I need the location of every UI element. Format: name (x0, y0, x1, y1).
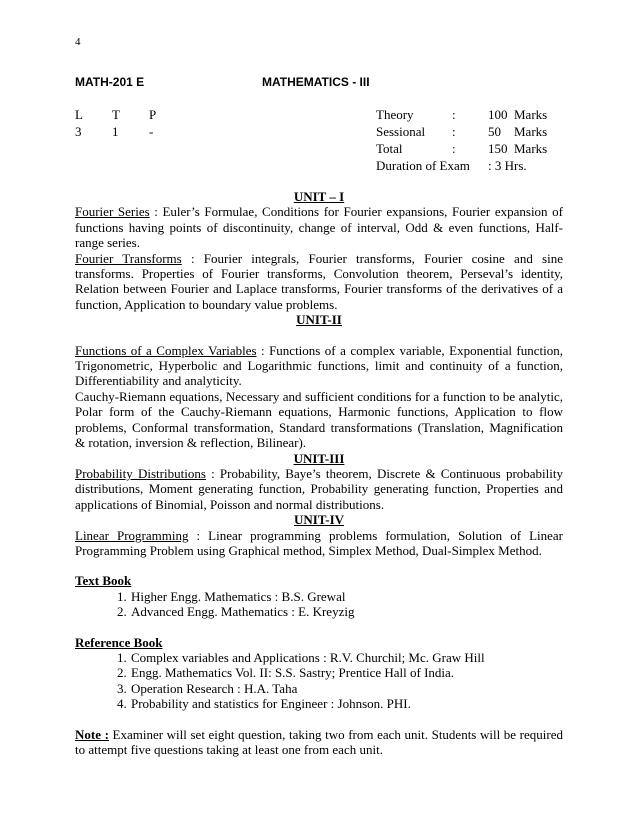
exam-duration-label: Duration of Exam (376, 158, 470, 173)
marks-label: Sessional (376, 124, 426, 139)
list-item (75, 589, 563, 604)
ltp-header-l: L (75, 107, 83, 122)
list-text: Operation Research : H.A. Taha (131, 680, 298, 696)
list-number: 2. (117, 665, 127, 681)
list-text: Probability and statistics for Engineer : Johnson. PHI. (131, 696, 411, 712)
list-number: 3. (117, 680, 127, 696)
marks-unit: Marks (514, 107, 548, 122)
topic-text: : Probability, Baye’s theorem, Discrete & Continuous probability distributions, Moment generating function, Probability generating function, Properties and applications of Binomial, Poisson and normal distributions. (75, 465, 563, 512)
topic-title: Functions of a Complex Variables (75, 342, 257, 358)
marks-row-theory (376, 106, 554, 123)
page-number: 4 (75, 36, 81, 48)
course-title: MATHEMATICS - III (262, 75, 370, 89)
marks-row-duration (376, 157, 554, 174)
topic-title: Linear Programming (75, 527, 189, 543)
marks-unit: Marks (514, 141, 548, 156)
list-number: 1. (117, 649, 127, 665)
unit-2-paragraph-complex-variables (75, 343, 563, 389)
topic-text: : Functions of a complex variable, Exponential function, Trigonometric, Hyperbolic and Logarithmic functions, limit and continuity of a function, Differentiability and analyticity. (75, 342, 563, 389)
list-text: Engg. Mathematics Vol. II: S.S. Sastry; Prentice Hall of India. (131, 665, 455, 681)
ltp-header-row (75, 106, 186, 123)
list-number: 1. (117, 588, 127, 604)
topic-title: Fourier Transforms (75, 250, 182, 266)
unit-4-heading: UNIT-IV (293, 512, 345, 528)
spacer (75, 712, 563, 727)
marks-colon: : (452, 107, 456, 122)
note-label: Note : (75, 726, 109, 742)
reference-book-list (75, 650, 563, 712)
text-book-list (75, 589, 563, 620)
marks-row-total (376, 140, 554, 157)
topic-text: : Fourier integrals, Fourier transforms, Fourier cosine and sine transforms. Properties of Fourier transforms, Convolution theorem, Perseval’s identity, Relation between Fourier and Laplace transforms, Fourier transforms of the derivatives of a function, Application to boundary value problems. (75, 250, 563, 312)
exam-duration-value: : 3 Hrs. (488, 158, 527, 173)
course-code: MATH-201 E (75, 75, 145, 89)
ltp-table (75, 106, 186, 140)
list-item (75, 665, 563, 680)
spacer (75, 558, 563, 573)
marks-label: Theory (376, 107, 414, 122)
note-text: Examiner will set eight question, taking two from each unit. Students will be required to attempt five questions taking at least one from each unit. (75, 726, 563, 757)
ltp-header-t: T (112, 107, 120, 122)
marks-colon: : (452, 124, 456, 139)
ltp-value-t: 1 (112, 124, 119, 139)
unit-2-paragraph-cauchy-riemann: Cauchy-Riemann equations, Necessary and sufficient conditions for a function to be analytic, Polar form of the Cauchy-Riemann equations, Harmonic functions, Application to flow problems, Conformal transformation, Standard transformations (Translation, Magnification & rotation, inversion & reflection, Bilinear). (75, 388, 563, 451)
unit-1-paragraph-fourier-transforms (75, 251, 563, 313)
list-number: 2. (117, 604, 127, 620)
unit-4-paragraph-linear-programming (75, 528, 563, 559)
unit-3-paragraph-probability (75, 466, 563, 512)
marks-value: 50 (488, 124, 501, 139)
ltp-value-row (75, 123, 186, 140)
marks-label: Total (376, 141, 403, 156)
marks-unit: Marks (514, 124, 548, 139)
text-book-title: Text Book (75, 573, 132, 589)
syllabus-content (75, 189, 563, 757)
list-item (75, 650, 563, 665)
topic-title: Probability Distributions (75, 465, 206, 481)
topic-title: Fourier Series (75, 204, 150, 220)
list-text: Advanced Engg. Mathematics : E. Kreyzig (131, 604, 355, 620)
list-text: Higher Engg. Mathematics : B.S. Grewal (131, 588, 346, 604)
list-item (75, 604, 563, 619)
marks-table (376, 106, 554, 174)
unit-3-heading: UNIT-III (293, 450, 345, 466)
list-item (75, 696, 563, 711)
unit-1-heading: UNIT – I (293, 189, 345, 204)
note-paragraph (75, 727, 563, 758)
topic-text: : Euler’s Formulae, Conditions for Fourier expansions, Fourier expansion of functions having points of discontinuity, change of interval, Odd & even functions, Half-range series. (75, 204, 563, 251)
reference-book-title: Reference Book (75, 634, 163, 650)
unit-1-paragraph-fourier-series (75, 204, 563, 250)
marks-value: 150 (488, 141, 508, 156)
spacer (75, 328, 563, 343)
list-item (75, 681, 563, 696)
unit-2-heading: UNIT-II (296, 312, 342, 328)
topic-text: : Linear programming problems formulation, Solution of Linear Programming Problem using Graphical method, Simplex Method, Dual-Simplex Method. (75, 527, 563, 558)
list-number: 4. (117, 696, 127, 712)
ltp-value-p: - (149, 124, 154, 139)
spacer (75, 620, 563, 635)
ltp-header-p: P (149, 107, 157, 122)
marks-row-sessional (376, 123, 554, 140)
list-text: Complex variables and Applications : R.V. Churchil; Mc. Graw Hill (131, 649, 485, 665)
marks-colon: : (452, 141, 456, 156)
marks-value: 100 (488, 107, 508, 122)
ltp-value-l: 3 (75, 124, 82, 139)
